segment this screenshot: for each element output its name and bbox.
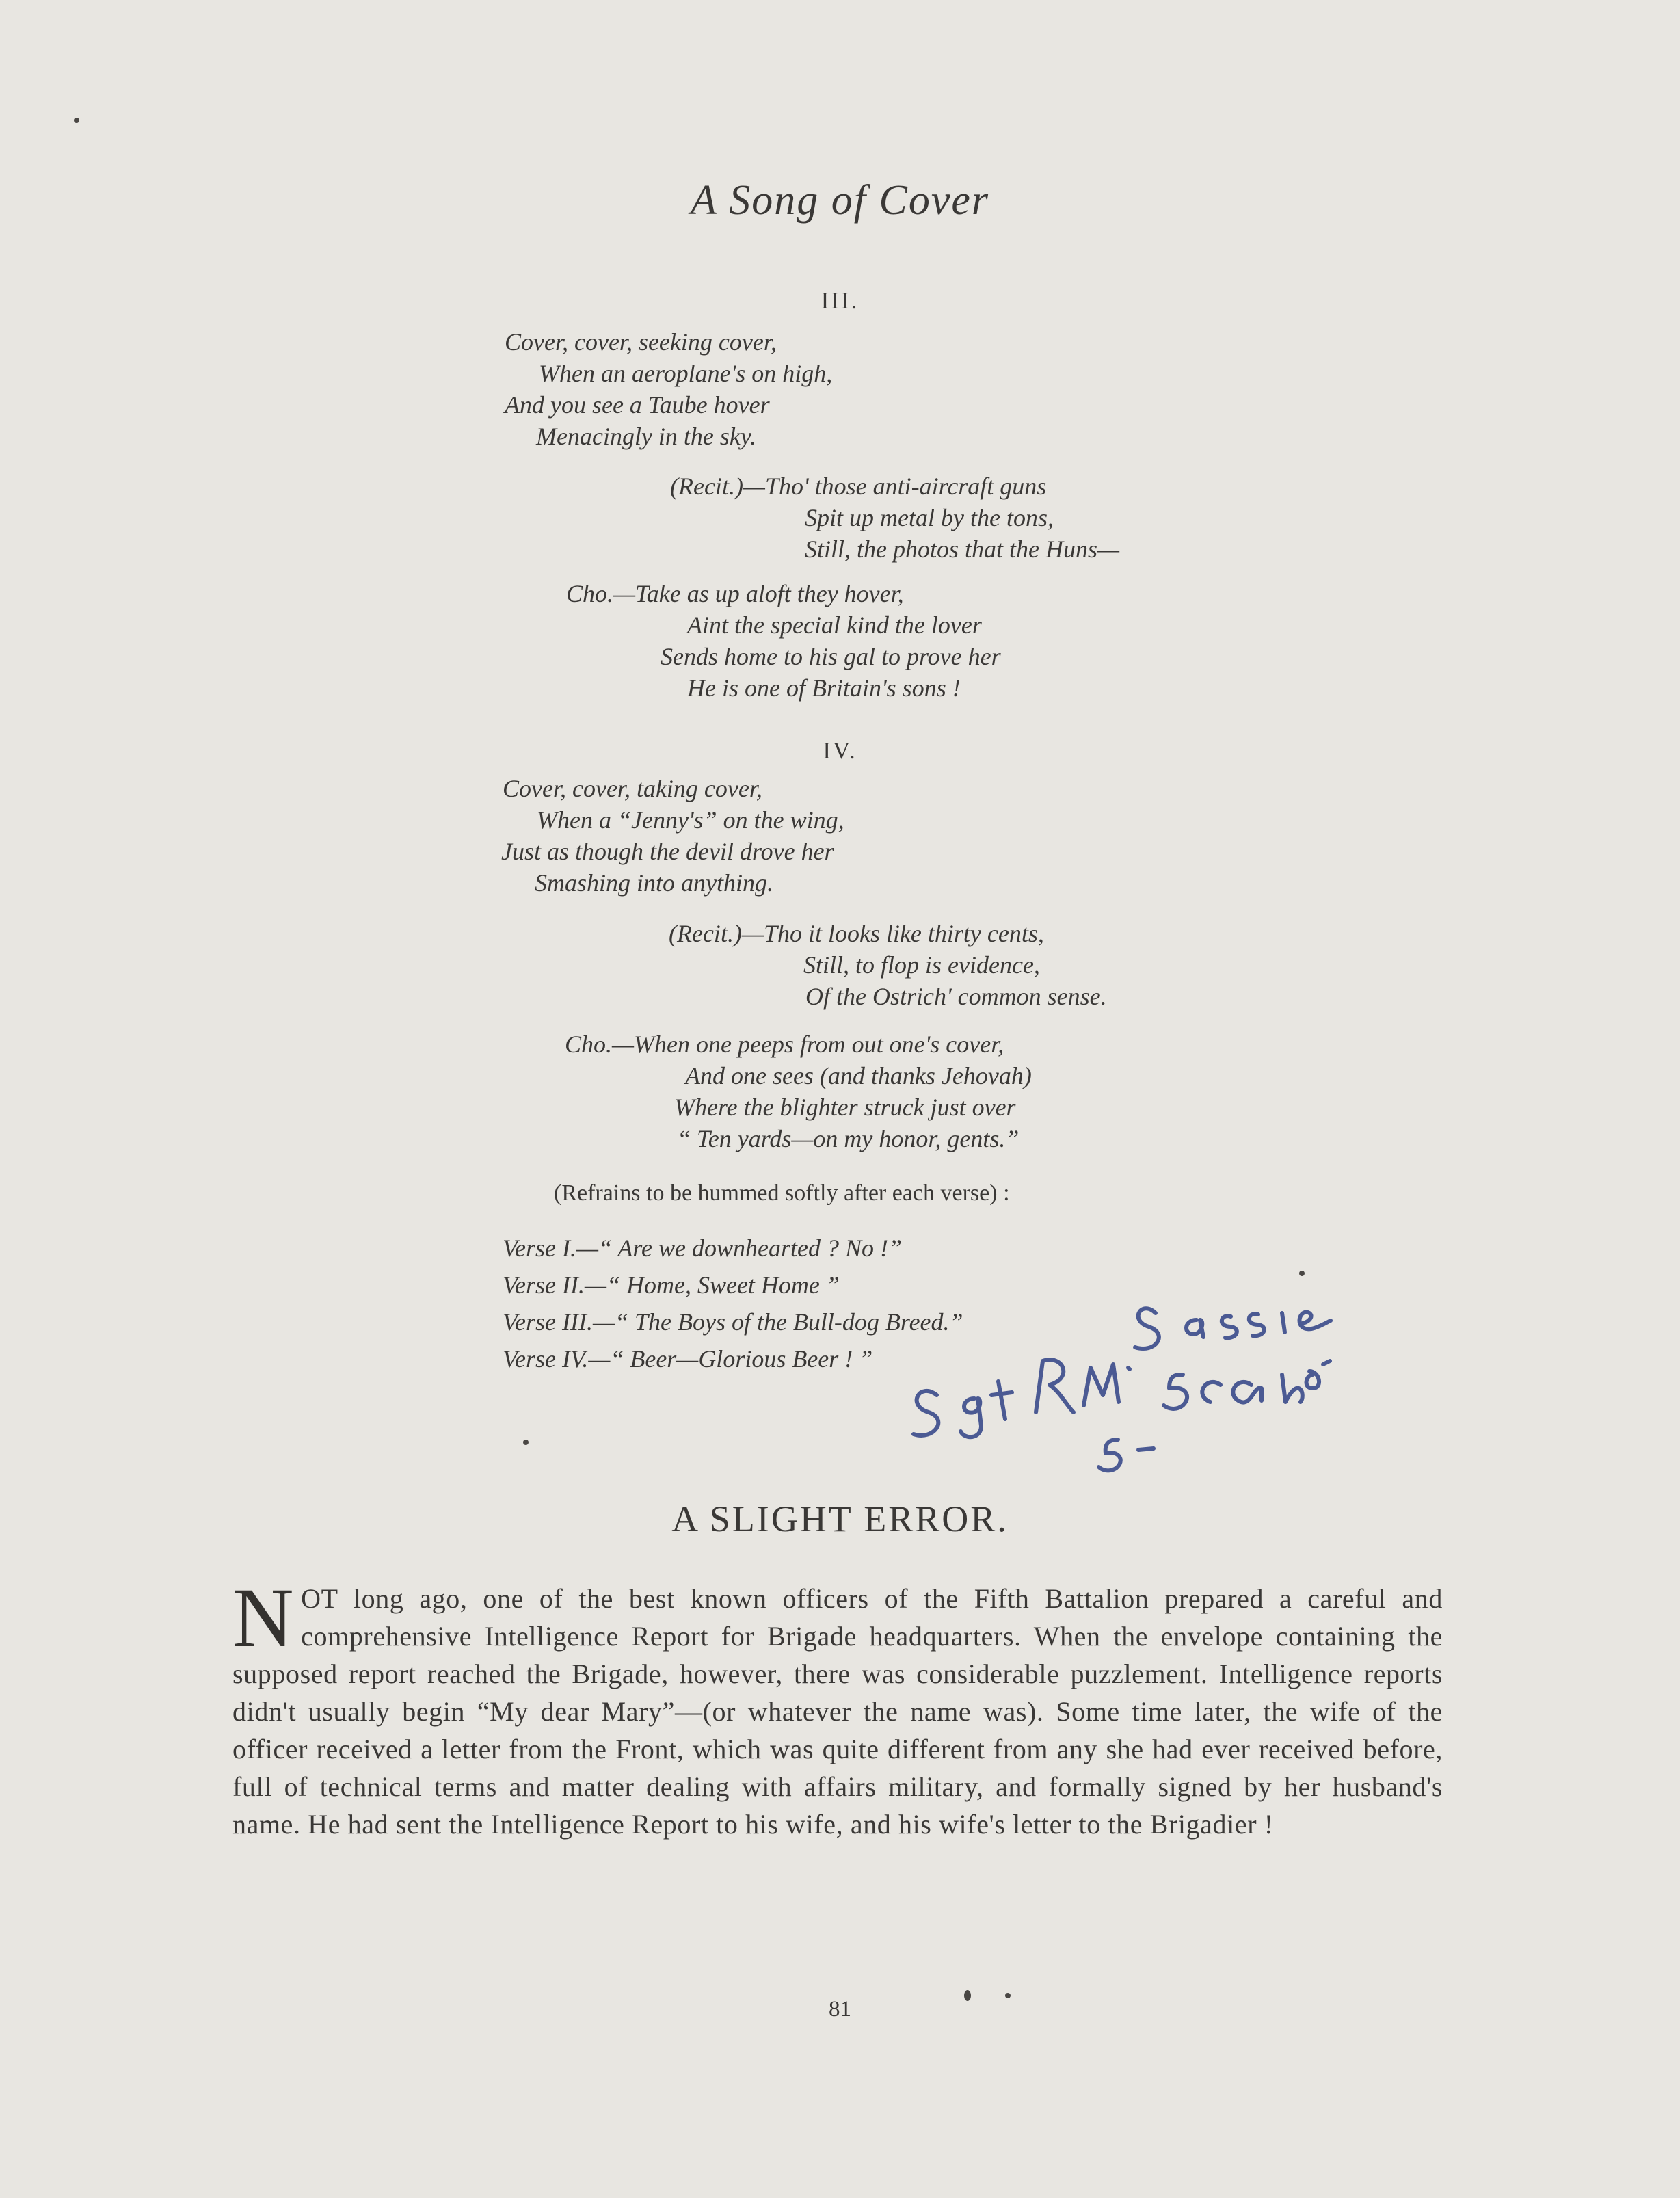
poem-line: Smashing into anything. <box>535 869 773 897</box>
chorus-line: Cho.—When one peeps from out one's cover, <box>565 1031 1004 1058</box>
recit-line: (Recit.)—Tho' those anti-aircraft guns <box>670 473 1047 500</box>
chorus-line: And one sees (and thanks Jehovah) <box>685 1062 1032 1089</box>
chorus-line: Where the blighter struck just over <box>674 1094 1016 1121</box>
refrain-line: Verse I.—“ Are we downhearted ? No !” <box>503 1234 902 1262</box>
drop-cap: N <box>232 1571 295 1665</box>
poem-title: A Song of Cover <box>691 177 989 224</box>
poem-line: When an aeroplane's on high, <box>539 360 833 387</box>
chorus-line: He is one of Britain's sons ! <box>687 674 961 702</box>
chorus-line: Cho.—Take as up aloft they hover, <box>566 580 904 607</box>
recit-line: Still, the photos that the Huns— <box>805 535 1120 563</box>
verse-number-3: III. <box>821 287 859 314</box>
chorus-line: Aint the special kind the lover <box>687 611 982 639</box>
refrain-line: Verse III.—“ The Boys of the Bull-dog Breed.” <box>503 1308 963 1336</box>
paragraph-text: OT long ago, one of the best known officers of the Fifth Battalion prepared a careful and comprehensive Intelligence Report for Brigade headquarters. When the envelope containing the supposed report reached the Brigade, however, there was considerable puzzlement. Intelligence reports didn't usually begin “My dear Mary”—(or whatever the name was). Some time later, the wife of the officer received a letter from the Front, which was quite different from any she had ever received before, full of technical terms and matter dealing with affairs military, and formally signed by her husband's name. He had sent the Intelligence Report to his wife, and his wife's letter to the Brigadier ! <box>232 1583 1443 1840</box>
refrains-intro: (Refrains to be hummed softly after each verse) : <box>554 1180 1010 1206</box>
ink-speck <box>1005 1993 1011 1998</box>
refrain-line: Verse II.—“ Home, Sweet Home ” <box>503 1271 840 1299</box>
chorus-line: “ Ten yards—on my honor, gents.” <box>677 1125 1019 1152</box>
ink-speck <box>1299 1271 1305 1276</box>
recit-line: (Recit.)—Tho it looks like thirty cents, <box>669 920 1044 947</box>
page-number: 81 <box>829 1997 851 2022</box>
ink-speck <box>964 1990 971 2001</box>
ink-speck <box>523 1440 529 1445</box>
handwritten-signature <box>909 1265 1361 1484</box>
poem-line: Cover, cover, seeking cover, <box>505 328 777 356</box>
chorus-line: Sends home to his gal to prove her <box>661 643 1001 670</box>
poem-line: Cover, cover, taking cover, <box>503 775 762 802</box>
poem-line: When a “Jenny's” on the wing, <box>537 806 844 834</box>
ink-speck <box>74 118 79 123</box>
verse-number-4: IV. <box>823 737 857 764</box>
poem-line: Just as though the devil drove her <box>501 838 834 865</box>
body-paragraph <box>232 1571 1443 1843</box>
recit-line: Still, to flop is evidence, <box>803 951 1040 979</box>
poem-line: Menacingly in the sky. <box>536 423 756 450</box>
section-heading: A SLIGHT ERROR. <box>671 1498 1009 1539</box>
recit-line: Of the Ostrich' common sense. <box>805 983 1107 1010</box>
recit-line: Spit up metal by the tons, <box>805 504 1054 531</box>
refrain-line: Verse IV.—“ Beer—Glorious Beer ! ” <box>503 1345 873 1373</box>
poem-line: And you see a Taube hover <box>505 391 770 419</box>
